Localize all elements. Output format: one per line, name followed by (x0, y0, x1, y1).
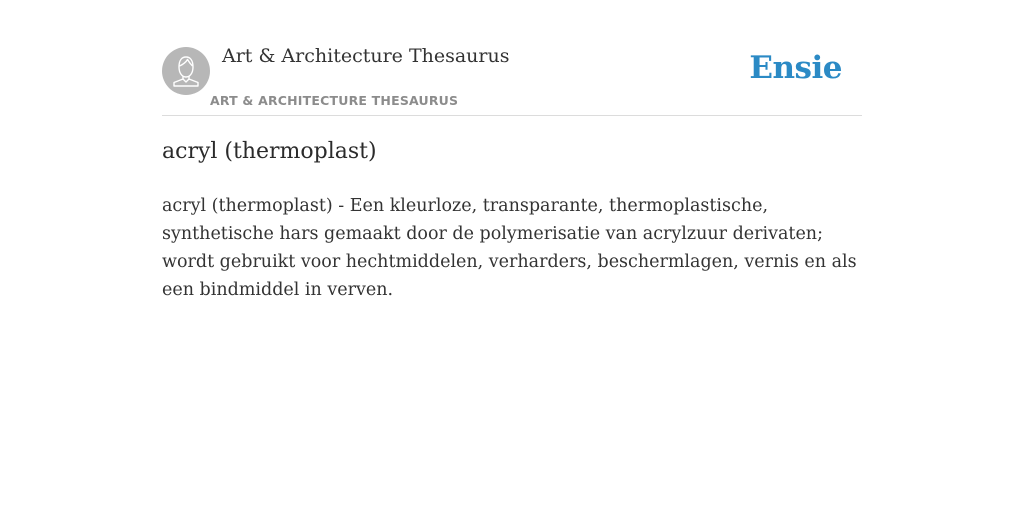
ensie-logo[interactable]: Ensie (749, 50, 842, 86)
page-container (162, 0, 862, 300)
source-title[interactable]: Art & Architecture Thesaurus (222, 45, 510, 67)
source-subtitle[interactable]: ART & ARCHITECTURE THESAURUS (210, 93, 459, 108)
source-header (162, 0, 862, 116)
term-title: acryl (thermoplast) (162, 139, 377, 164)
definition-text: acryl (thermoplast) - Een kleurloze, transparante, thermoplastische, synthetische hars gemaakt door de polymerisatie van acrylzuur derivaten; wordt gebruikt voor hechtmiddelen, verharders, beschermlagen, vernis en als een bindmiddel in verven. (162, 196, 857, 300)
user-icon (162, 47, 210, 95)
avatar[interactable] (162, 47, 210, 95)
